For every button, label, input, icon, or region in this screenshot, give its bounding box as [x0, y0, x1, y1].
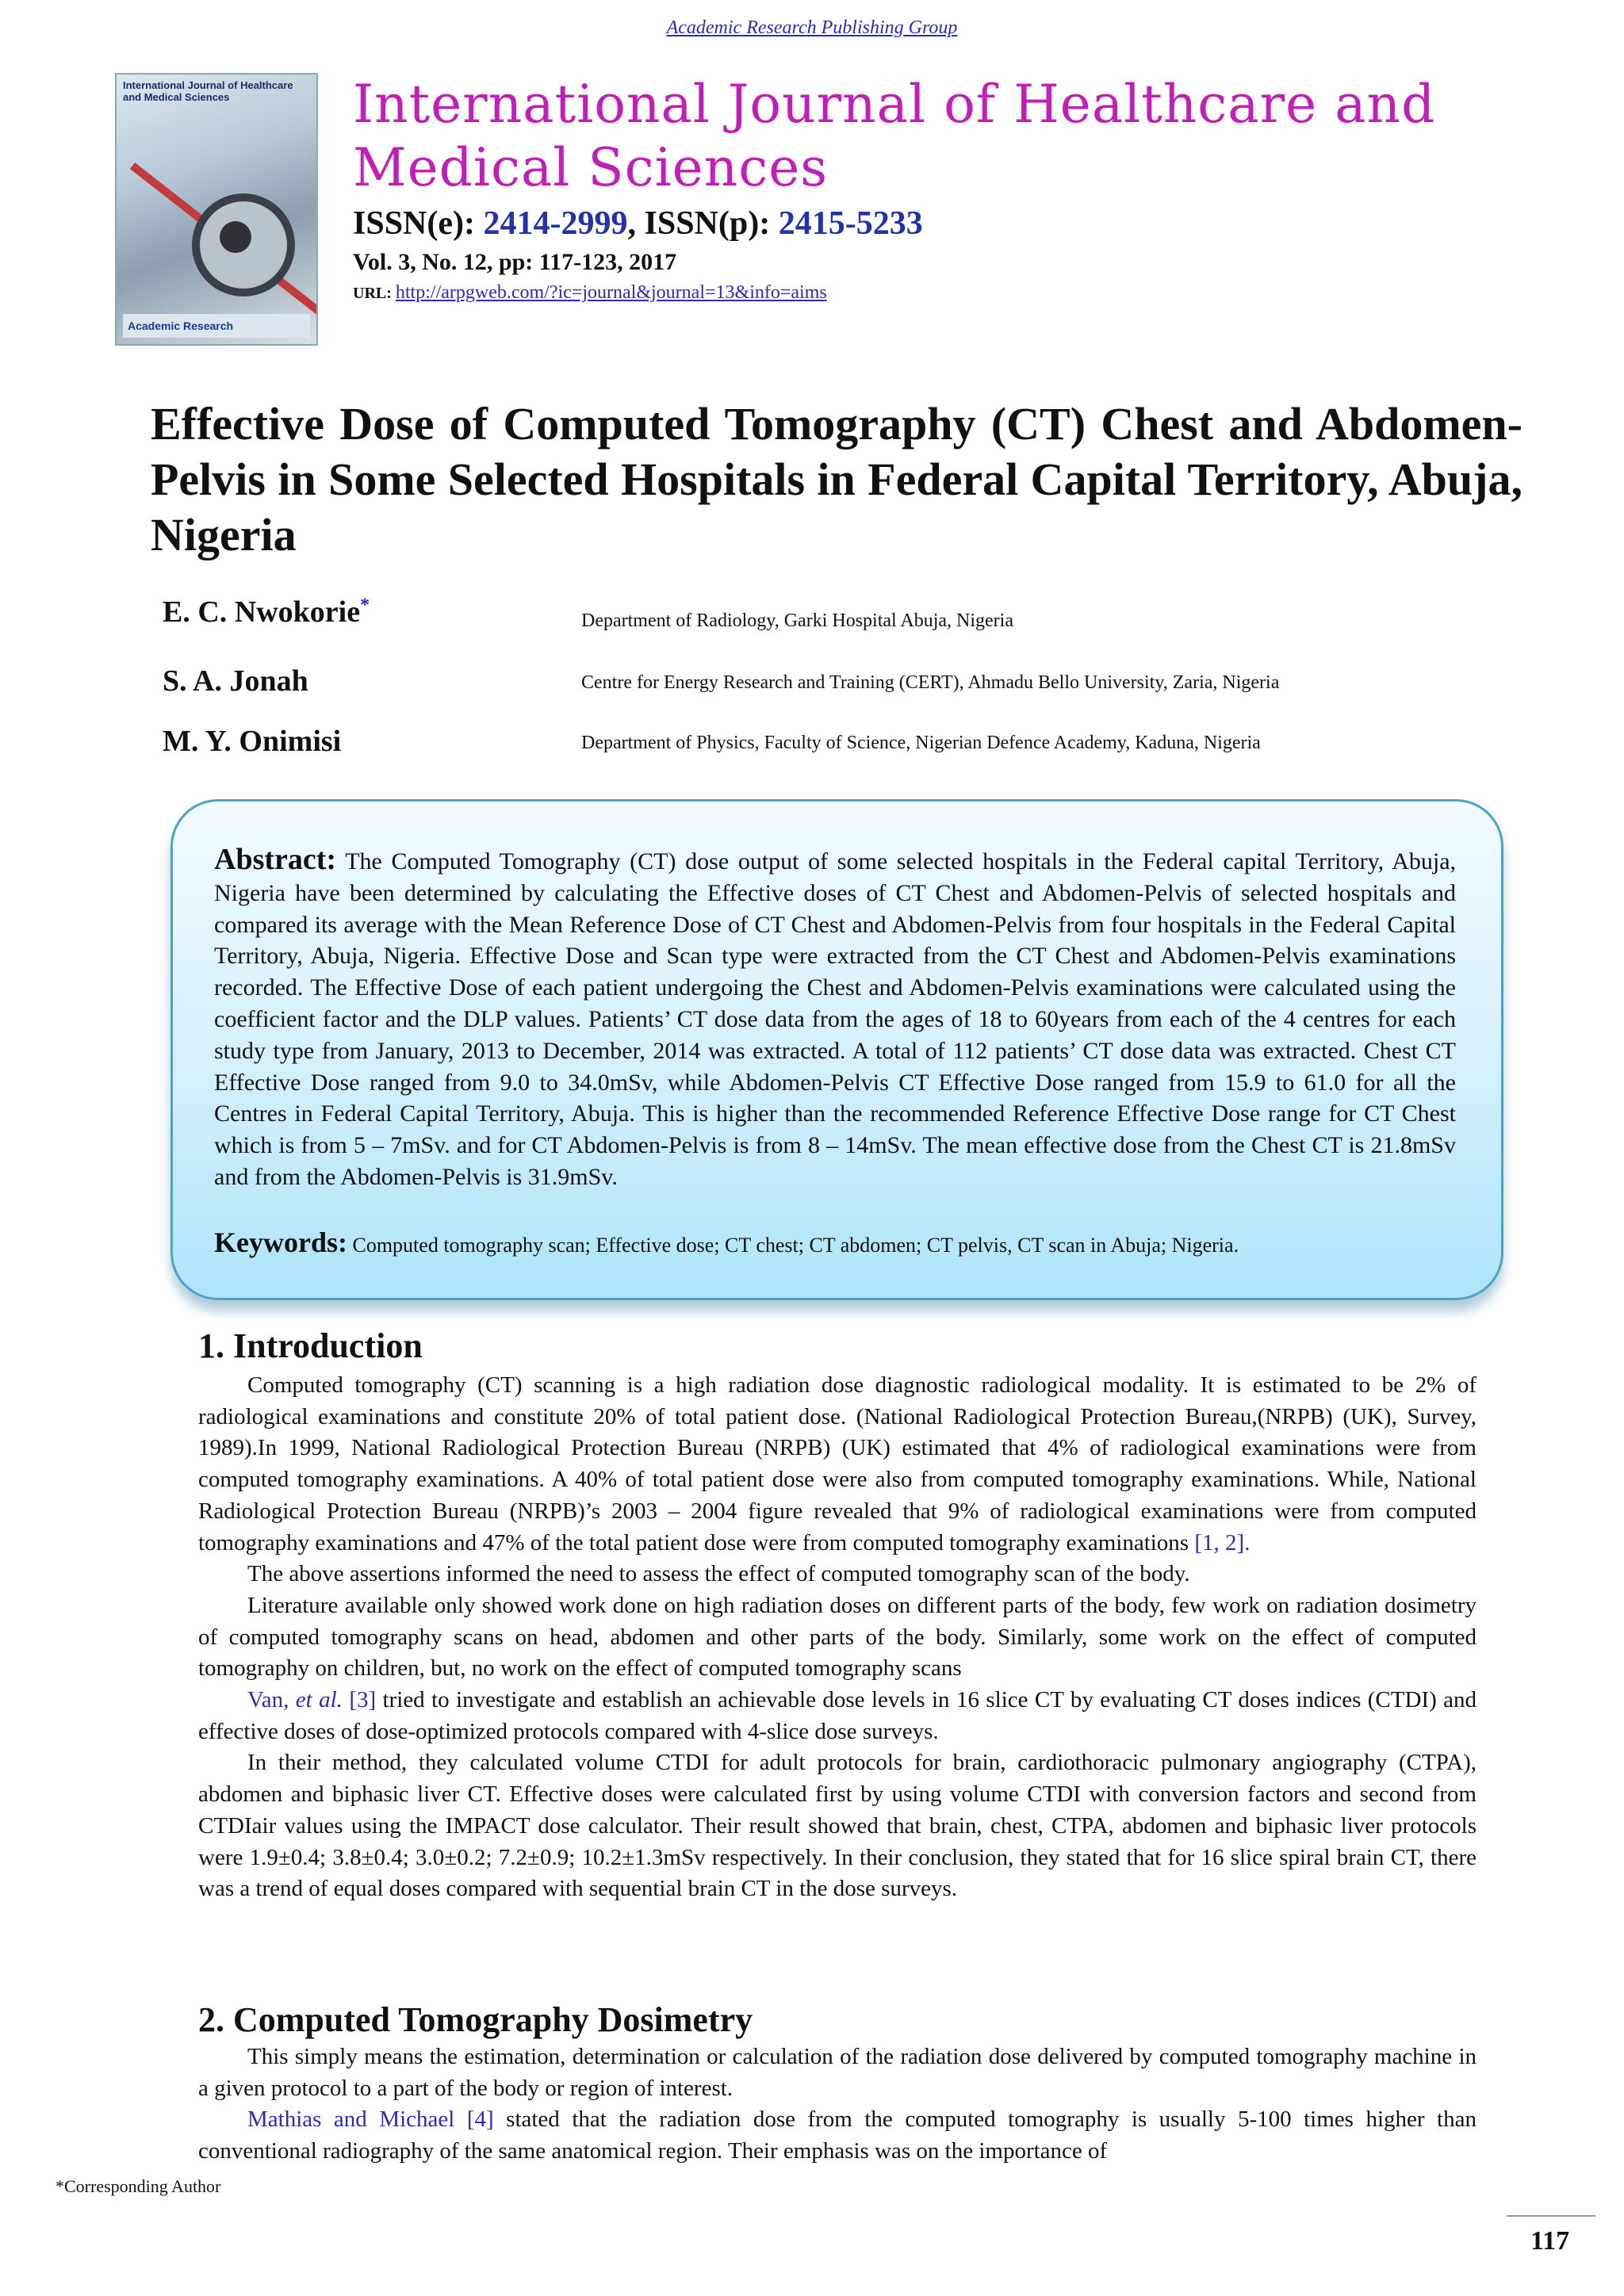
paragraph: The above assertions informed the need to assess the effect of computed tomography scan of the body. — [247, 1561, 1190, 1587]
volume-info: Vol. 3, No. 12, pp: 117-123, 2017 — [353, 249, 677, 275]
paper-title: Effective Dose of Computed Tomography (CT) Chest and Abdomen-Pelvis in Some Selected Hospitals in Federal Capital Territory, Abuja, Nigeria — [151, 398, 1522, 561]
issn-e-label: ISSN(e): — [353, 205, 484, 242]
abstract-body: The Computed Tomography (CT) dose output of some selected hospitals in the Federal capital Territory, Abuja, Nigeria have been determined by calculating the Effective doses of CT Chest and Abdomen-Pelvis of selected hospitals and compared its average with the Mean Reference Dose of CT Chest and Abdomen-Pelvis from four hospitals in the Federal Capital Territory, Abuja, Nigeria. Effective Dose and Scan type were extracted from the CT Chest and Abdomen-Pelvis examinations recorded. The Effective Dose of each patient undergoing the Chest and Abdomen-Pelvis examinations were calculated using the coefficient factor and the DLP values. Patients’ CT dose data from the ages of 18 to 60years from each of the 4 centres for each study type from January, 2013 to December, 2014 was extracted. A total of 112 patients’ CT dose data was extracted. Chest CT Effective Dose ranged from 9.0 to 34.0mSv, while Abdomen-Pelvis CT Effective Dose ranged from 15.9 to 61.0 for all the Centres in Federal Capital Territory, Abuja. This is higher than the recommended Reference Effective Dose range for CT Chest which is from 5 – 7mSv. and for CT Abdomen-Pelvis is from 8 – 14mSv. The mean effective dose from the Chest CT is 21.8mSv and from the Abdomen-Pelvis is 31.9mSv. — [214, 848, 1457, 1190]
section-1-heading: 1. Introduction — [198, 1326, 423, 1365]
page-number-rule — [1507, 2215, 1595, 2217]
abstract-heading: Abstract: — [214, 843, 337, 876]
issn-line — [353, 205, 923, 243]
author-name: M. Y. Onimisi — [163, 725, 342, 758]
journal-cover-image — [115, 73, 318, 346]
section-2-body — [198, 2042, 1477, 2168]
section-2-heading: 2. Computed Tomography Dosimetry — [198, 2000, 753, 2039]
keywords — [214, 1226, 1483, 1259]
paragraph — [198, 1685, 1477, 1747]
footnote: *Corresponding Author — [56, 2176, 221, 2196]
abstract — [214, 844, 1456, 1193]
author-name: E. C. Nwokorie — [163, 595, 361, 629]
journal-title-line1: International Journal of Healthcare and — [353, 74, 1436, 135]
journal-url-line — [353, 282, 827, 304]
author-1 — [163, 595, 370, 629]
paragraph-text: stated that the radiation dose from the computed tomography is usually 5-100 times higher than conventional radiography of the same anatomical region. Their emphasis was on the importance of — [198, 2107, 1477, 2164]
section-1-body — [198, 1370, 1477, 1905]
paragraph: This simply means the estimation, determination or calculation of the radiation dose delivered by computed tomography machine in a given protocol to a part of the body or region of interest. — [198, 2044, 1477, 2101]
cover-publisher-logo: Academic Research — [123, 314, 310, 338]
issn-e: 2414-2999 — [483, 205, 628, 242]
paragraph: In their method, they calculated volume CTDI for adult protocols for brain, cardiothoracic pulmonary angiography (CTPA), abdomen and biphasic liver CT. Effective doses were calculated first by using volume CTDI with conversion factors and second from CTDIair values using the IMPACT dose calculator. Their result showed that brain, chest, CTPA, abdomen and biphasic liver protocols were 1.9±0.4; 3.8±0.4; 3.0±0.2; 7.2±0.9; 10.2±1.3mSv respectively. In their conclusion, they stated that for 16 slice spiral brain CT, there was a trend of equal doses compared with sequential brain CT in the dose surveys. — [198, 1750, 1477, 1902]
journal-title-line2: Medical Sciences — [353, 137, 829, 198]
journal-url-link[interactable]: http://arpgweb.com/?ic=journal&journal=13&info=aims — [395, 282, 827, 303]
corresponding-mark: * — [360, 595, 370, 616]
author-3-affiliation: Department of Physics, Faculty of Science, Nigerian Defence Academy, Kaduna, Nigeria — [581, 733, 1261, 753]
author-name: S. A. Jonah — [163, 664, 308, 698]
author-2 — [163, 664, 308, 698]
page-number: 117 — [1530, 2226, 1570, 2256]
issn-p: 2415-5233 — [778, 205, 923, 242]
paragraph: Literature available only showed work done on high radiation doses on different parts of the body, few work on radiation dosimetry of computed tomography scans on head, abdomen and other parts of the body. Similarly, some work on the effect of computed tomography on children, but, no work on the effect of computed tomography scans — [198, 1592, 1477, 1682]
citation-link[interactable]: Mathias and Michael [4] — [247, 2107, 494, 2133]
journal-title — [353, 73, 1590, 200]
cover-title: International Journal of Healthcare and Medical Sciences — [123, 79, 293, 103]
citation-link[interactable]: [1, 2]. — [1194, 1529, 1251, 1556]
author-2-affiliation: Centre for Energy Research and Training (CERT), Ahmadu Bello University, Zaria, Nigeria — [581, 672, 1280, 693]
url-label: URL: — [353, 285, 396, 302]
issn-p-label: , ISSN(p): — [627, 205, 779, 242]
stethoscope-center — [220, 221, 251, 253]
paragraph — [198, 1370, 1477, 1559]
keywords-list: Computed tomography scan; Effective dose; CT chest; CT abdomen; CT pelvis, CT scan in Abuja; Nigeria. — [352, 1234, 1239, 1257]
keywords-heading: Keywords: — [214, 1226, 347, 1258]
citation-link[interactable]: [3] — [349, 1687, 377, 1713]
citation-author[interactable]: Van — [247, 1687, 284, 1713]
author-3 — [163, 724, 341, 759]
paragraph — [198, 2104, 1477, 2167]
paragraph-text: Computed tomography (CT) scanning is a high radiation dose diagnostic radiological modality. It is estimated to be 2% of radiological examinations and constitute 20% of total patient dose. (National Radiological Protection Bureau,(NRPB) (UK), Survey, 1989).In 1999, National Radiological Protection Bureau (NRPB) (UK) estimated that 4% of radiological examinations were from computed tomography examinations. A 40% of total patient dose were also from computed tomography examinations. While, National Radiological Protection Bureau (NRPB)’s 2003 – 2004 figure revealed that 9% of radiological examinations were from computed tomography examinations and 47% of the total patient dose were from computed tomography examinations — [198, 1372, 1477, 1556]
citation-etal[interactable]: , et al. — [283, 1687, 343, 1713]
publisher-header[interactable]: Academic Research Publishing Group — [666, 17, 958, 38]
author-1-affiliation: Department of Radiology, Garki Hospital Abuja, Nigeria — [581, 610, 1013, 631]
paragraph-text: tried to investigate and establish an achievable dose levels in 16 slice CT by evaluating CT doses indices (CTDI) and effective doses of dose-optimized protocols compared with 4-slice dose surveys. — [198, 1687, 1477, 1744]
